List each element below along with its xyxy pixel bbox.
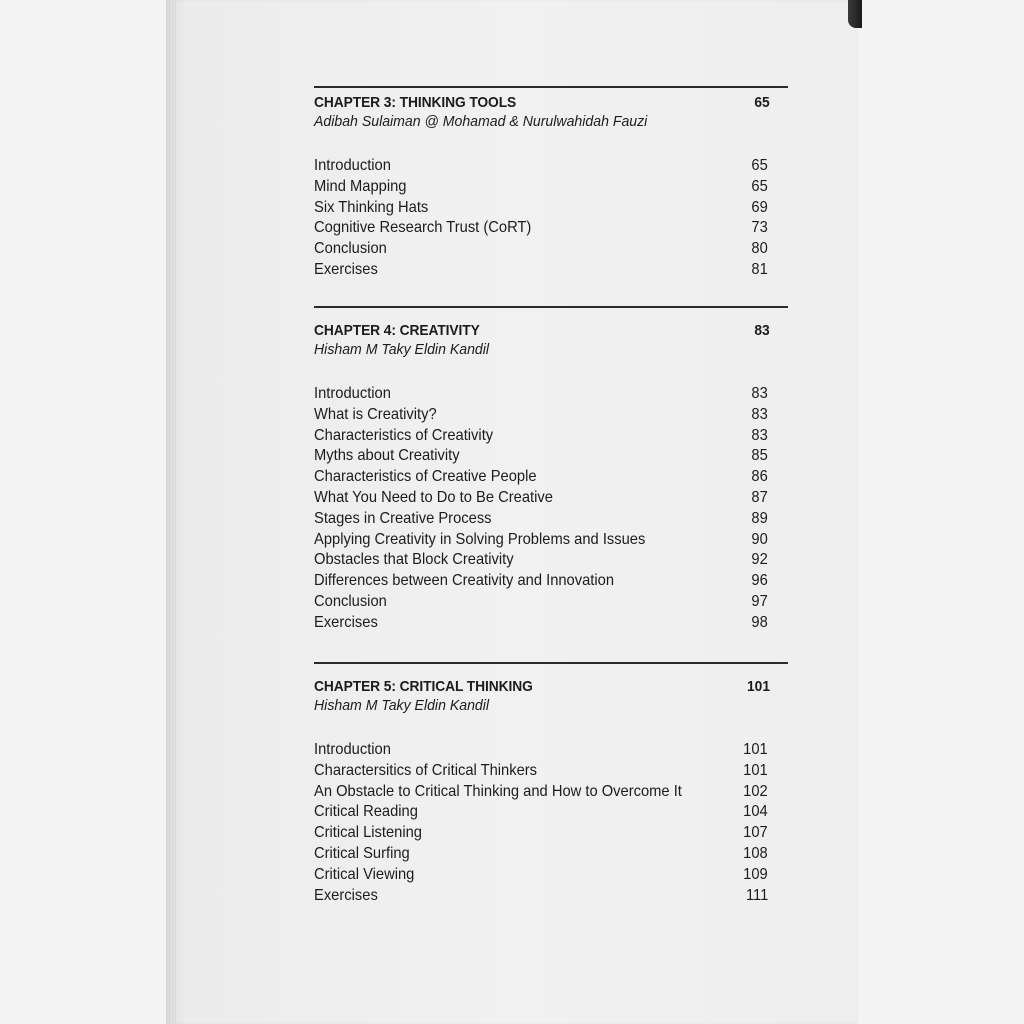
entry-title: What is Creativity? xyxy=(314,405,437,423)
toc-entry xyxy=(314,384,790,405)
entry-title: Conclusion xyxy=(314,592,387,610)
entry-page: 90 xyxy=(751,530,768,548)
toc-entry xyxy=(314,239,790,260)
toc-entry xyxy=(314,198,790,219)
chapter-heading xyxy=(314,678,790,695)
chapter-page-number: 101 xyxy=(746,678,770,695)
entry-title: Charactersitics of Critical Thinkers xyxy=(314,761,538,779)
toc-entry xyxy=(314,488,790,509)
toc-entry xyxy=(314,467,790,488)
entry-title: Myths about Creativity xyxy=(314,447,460,465)
entry-page: 81 xyxy=(751,260,768,278)
chapter-title: CHAPTER 3: THINKING TOOLS xyxy=(314,94,517,111)
chapter-title: CHAPTER 5: CRITICAL THINKING xyxy=(314,678,533,695)
entry-title: Exercises xyxy=(314,886,378,904)
toc-entry xyxy=(314,571,790,592)
entry-title: An Obstacle to Critical Thinking and How to Overcome It xyxy=(314,782,682,800)
chapter-5 xyxy=(314,662,790,906)
toc-entry xyxy=(314,782,790,803)
toc-entry xyxy=(314,218,790,239)
entry-page: 104 xyxy=(743,803,768,821)
entry-page: 83 xyxy=(751,405,768,423)
toc-entry xyxy=(314,177,790,198)
toc-entry xyxy=(314,613,790,634)
toc-entry xyxy=(314,844,790,865)
toc-entry xyxy=(314,509,790,530)
toc-entry xyxy=(314,865,790,886)
entry-page: 87 xyxy=(751,488,768,506)
entry-page: 111 xyxy=(745,886,768,904)
toc-entry xyxy=(314,156,790,177)
chapter-3 xyxy=(314,86,790,281)
entry-title: Characteristics of Creativity xyxy=(314,426,494,444)
entry-page: 109 xyxy=(743,865,768,883)
chapter-authors: Adibah Sulaiman @ Mohamad & Nurulwahidah Fauzi xyxy=(314,113,648,130)
toc-entry xyxy=(314,761,790,782)
entry-title: Introduction xyxy=(314,157,391,174)
entry-title: Exercises xyxy=(314,613,378,631)
toc-entry xyxy=(314,823,790,844)
entry-page: 107 xyxy=(743,824,768,842)
entry-page: 101 xyxy=(743,741,768,758)
chapter-page-number: 83 xyxy=(754,322,770,339)
entry-title: Mind Mapping xyxy=(314,177,407,195)
chapter-title: CHAPTER 4: CREATIVITY xyxy=(314,322,480,339)
toc-entry xyxy=(314,530,790,551)
entry-page: 102 xyxy=(743,782,768,800)
entry-page: 96 xyxy=(751,572,768,590)
entry-title: Critical Surfing xyxy=(314,844,410,862)
background-left xyxy=(0,0,166,1024)
entry-page: 83 xyxy=(751,385,768,402)
entry-title: Stages in Creative Process xyxy=(314,509,492,527)
toc-entry xyxy=(314,405,790,426)
chapter-authors: Hisham M Taky Eldin Kandil xyxy=(314,697,490,714)
entry-title: Introduction xyxy=(314,741,391,758)
entry-list xyxy=(314,156,790,281)
entry-list xyxy=(314,384,790,634)
toc-entry xyxy=(314,802,790,823)
entry-title: Critical Listening xyxy=(314,824,422,842)
entry-title: Cognitive Research Trust (CoRT) xyxy=(314,219,532,237)
entry-page: 101 xyxy=(743,761,768,779)
chapter-heading xyxy=(314,322,790,339)
toc-entry xyxy=(314,740,790,761)
entry-page: 73 xyxy=(751,219,768,237)
entry-page: 92 xyxy=(751,551,768,569)
entry-page: 97 xyxy=(751,592,768,610)
entry-page: 89 xyxy=(751,509,768,527)
entry-page: 65 xyxy=(751,177,768,195)
chapter-page-number: 65 xyxy=(754,94,770,111)
entry-title: Characteristics of Creative People xyxy=(314,468,537,486)
entry-page: 65 xyxy=(751,157,768,174)
entry-list xyxy=(314,740,790,906)
entry-title: Conclusion xyxy=(314,240,387,258)
entry-title: Exercises xyxy=(314,260,378,278)
entry-title: What You Need to Do to Be Creative xyxy=(314,488,553,506)
toc-entry xyxy=(314,550,790,571)
chapter-heading xyxy=(314,94,790,111)
chapter-authors: Hisham M Taky Eldin Kandil xyxy=(314,341,490,358)
page-edge xyxy=(166,0,176,1024)
entry-title: Critical Viewing xyxy=(314,865,415,883)
entry-page: 108 xyxy=(743,844,768,862)
entry-page: 69 xyxy=(751,198,768,216)
entry-title: Critical Reading xyxy=(314,803,418,821)
toc-entry xyxy=(314,592,790,613)
background-right xyxy=(858,0,1024,1024)
chapter-4 xyxy=(314,306,790,634)
entry-page: 83 xyxy=(751,426,768,444)
chapter-divider xyxy=(314,306,788,308)
toc-entry xyxy=(314,426,790,447)
book-cover-corner xyxy=(848,0,862,28)
toc-entry xyxy=(314,886,790,907)
chapter-divider xyxy=(314,662,788,664)
entry-title: Obstacles that Block Creativity xyxy=(314,551,514,569)
entry-title: Introduction xyxy=(314,385,391,402)
entry-page: 85 xyxy=(751,447,768,465)
chapter-divider xyxy=(314,86,788,88)
toc-entry xyxy=(314,446,790,467)
toc-entry xyxy=(314,260,790,281)
entry-title: Differences between Creativity and Innovation xyxy=(314,572,615,590)
entry-page: 86 xyxy=(751,468,768,486)
entry-title: Applying Creativity in Solving Problems and Issues xyxy=(314,530,646,548)
entry-page: 98 xyxy=(751,613,768,631)
entry-page: 80 xyxy=(751,240,768,258)
entry-title: Six Thinking Hats xyxy=(314,198,429,216)
